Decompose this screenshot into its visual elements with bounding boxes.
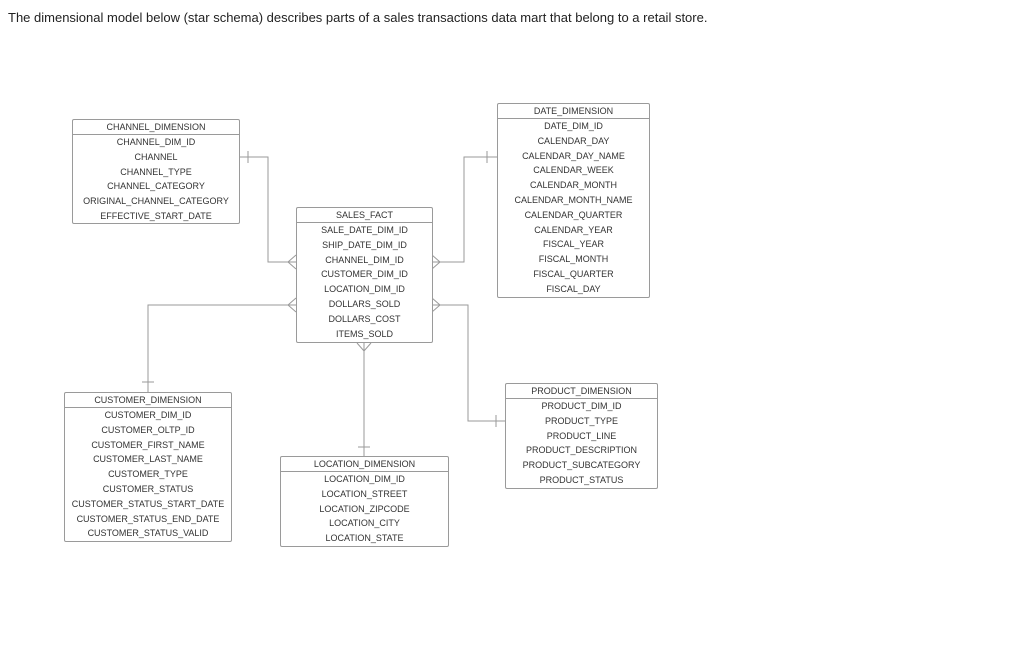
entity-attribute: DATE_DIM_ID (544, 121, 603, 131)
entity-attribute: DOLLARS_COST (328, 313, 401, 324)
product-dimension-title: PRODUCT_DIMENSION (506, 384, 657, 399)
date-dimension-title: DATE_DIMENSION (498, 104, 649, 119)
entity-attribute: PRODUCT_SUBCATEGORY (522, 460, 641, 471)
entity-attribute: FISCAL_MONTH (538, 254, 609, 265)
entity-attribute: CALENDAR_DAY (537, 135, 610, 146)
intro-text: The dimensional model below (star schema) describes parts of a sales transactions data mart that belong to a retail store. (8, 10, 708, 25)
product-sales-relationship (432, 305, 505, 421)
entity-attribute: PRODUCT_DESCRIPTION (525, 445, 637, 456)
entity-attribute: CALENDAR_WEEK (533, 165, 614, 176)
entity-attribute: SHIP_DATE_DIM_ID (322, 239, 407, 250)
sales-fact-title: SALES_FACT (297, 208, 432, 223)
customer-dimension-entity (64, 392, 232, 542)
entity-attribute: PRODUCT_DIM_ID (541, 401, 622, 411)
channel-dimension-entity (72, 119, 240, 224)
entity-attribute: ORIGINAL_CHANNEL_CATEGORY (83, 196, 229, 207)
location-dimension-entity (280, 456, 449, 547)
entity-attribute: FISCAL_QUARTER (533, 268, 614, 279)
customer-dimension-title: CUSTOMER_DIMENSION (65, 393, 231, 408)
entity-attribute: CUSTOMER_DIM_ID (321, 269, 408, 280)
entity-attribute: CUSTOMER_LAST_NAME (93, 454, 203, 465)
entity-attribute: CUSTOMER_STATUS_VALID (87, 528, 209, 539)
entity-attribute: PRODUCT_TYPE (544, 415, 618, 426)
entity-attribute: LOCATION_STREET (321, 488, 408, 499)
entity-attribute: CALENDAR_MONTH (529, 180, 617, 191)
entity-attribute: CALENDAR_MONTH_NAME (514, 194, 633, 205)
entity-attribute: PRODUCT_LINE (546, 430, 617, 441)
product-dimension-entity (505, 383, 658, 489)
entity-attribute: LOCATION_ZIPCODE (319, 503, 410, 514)
entity-attribute: CALENDAR_DAY_NAME (522, 150, 625, 161)
entity-attribute: LOCATION_DIM_ID (324, 284, 405, 295)
entity-attribute: PRODUCT_STATUS (539, 474, 624, 485)
entity-attribute: CALENDAR_YEAR (534, 224, 613, 235)
entity-attribute: FISCAL_YEAR (542, 239, 605, 250)
entity-attribute: CHANNEL_DIM_ID (116, 137, 196, 147)
entity-attribute: LOCATION_STATE (325, 533, 404, 544)
entity-attribute: CHANNEL_CATEGORY (107, 181, 205, 192)
date-sales-relationship (432, 157, 497, 262)
entity-attribute: CUSTOMER_STATUS_END_DATE (76, 513, 220, 524)
location-dimension-title: LOCATION_DIMENSION (281, 457, 448, 472)
entity-attribute: LOCATION_DIM_ID (324, 474, 405, 484)
entity-attribute: CHANNEL_DIM_ID (325, 254, 404, 265)
entity-attribute: CUSTOMER_TYPE (108, 469, 188, 480)
customer-sales-relationship (148, 305, 296, 392)
entity-attribute: LOCATION_CITY (329, 518, 400, 529)
sales-fact-entity (296, 207, 433, 343)
date-dimension-entity (497, 103, 650, 298)
entity-attribute: CUSTOMER_STATUS_START_DATE (71, 498, 225, 509)
channel-dimension-title: CHANNEL_DIMENSION (73, 120, 239, 135)
channel-sales-relationship (240, 157, 296, 262)
entity-attribute: CUSTOMER_DIM_ID (104, 410, 192, 420)
entity-attribute: CUSTOMER_OLTP_ID (101, 424, 195, 435)
entity-attribute: CUSTOMER_STATUS (102, 483, 194, 494)
entity-attribute: ITEMS_SOLD (335, 328, 393, 339)
entity-attribute: SALE_DATE_DIM_ID (321, 225, 408, 235)
entity-attribute: FISCAL_DAY (546, 283, 601, 294)
entity-attribute: CALENDAR_QUARTER (524, 209, 623, 220)
entity-attribute: CUSTOMER_FIRST_NAME (91, 439, 205, 450)
entity-attribute: CHANNEL_TYPE (120, 166, 192, 177)
entity-attribute: EFFECTIVE_START_DATE (100, 210, 212, 221)
entity-attribute: CHANNEL (134, 151, 178, 162)
entity-attribute: DOLLARS_SOLD (328, 298, 401, 309)
